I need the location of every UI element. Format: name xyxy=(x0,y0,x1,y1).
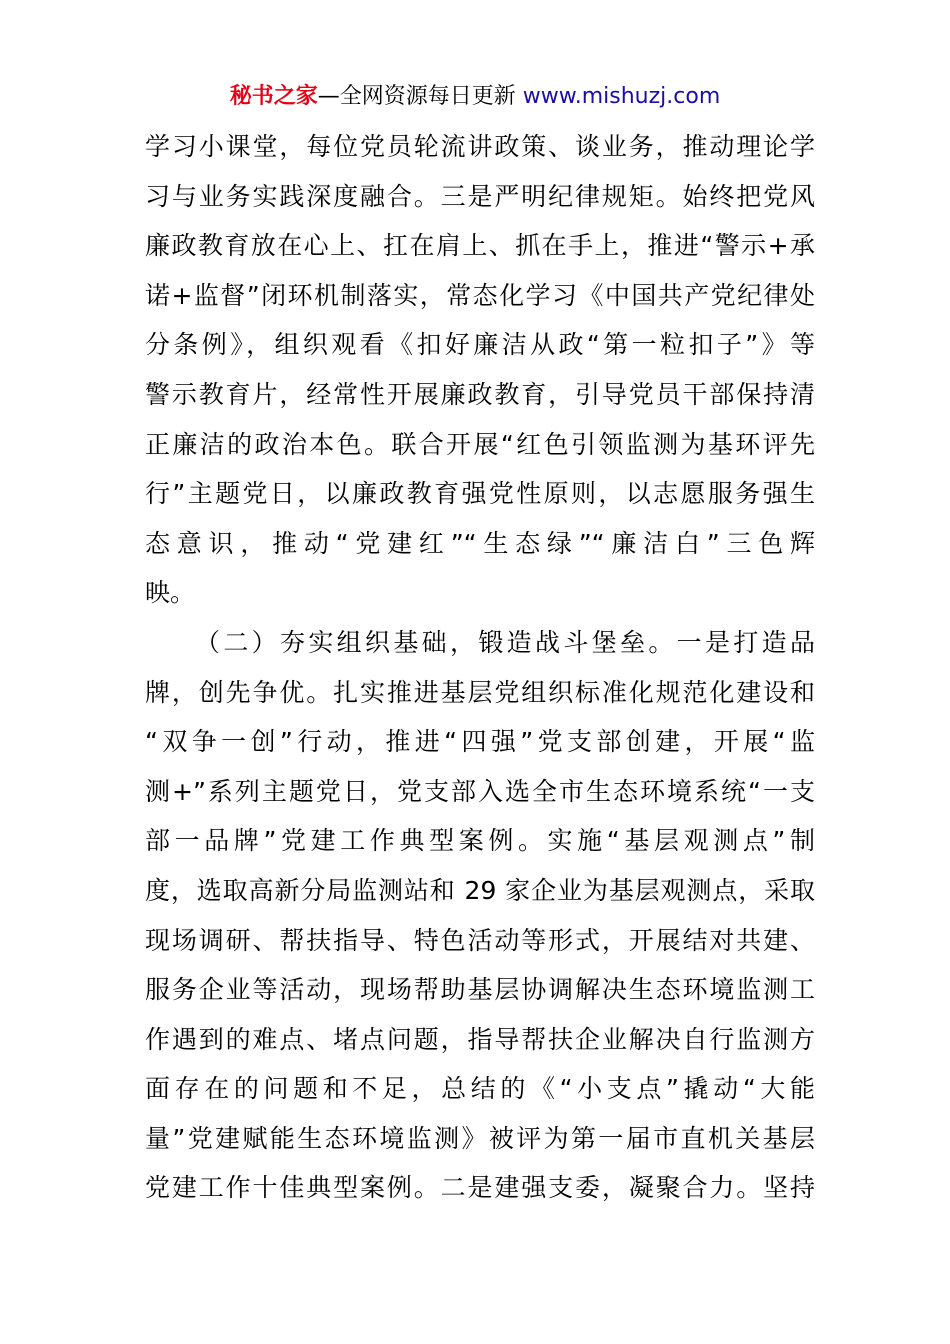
text-line: 测+”系列主题党日，党支部入选全市生态环境系统“一支 xyxy=(145,776,815,806)
text-line: 行”主题党日，以廉政教育强党性原则，以志愿服务强生 xyxy=(145,479,815,509)
text-line: 牌，创先争优。扎实推进基层党组织标准化规范化建设和 xyxy=(145,677,815,707)
text-line: 警示教育片，经常性开展廉政教育，引导党员干部保持清 xyxy=(145,379,815,409)
text-line: 服务企业等活动，现场帮助基层协调解决生态环境监测工 xyxy=(145,975,815,1005)
text-line: 态意识，推动“党建红”“生态绿”“廉洁白”三色辉 xyxy=(145,528,815,558)
text-line: 分条例》，组织观看《扣好廉洁从政“第一粒扣子”》等 xyxy=(145,330,815,360)
text-line: 量”党建赋能生态环境监测》被评为第一届市直机关基层 xyxy=(145,1123,815,1153)
text-line: 现场调研、帮扶指导、特色活动等形式，开展结对共建、 xyxy=(145,925,815,955)
text-line: 面存在的问题和不足，总结的《“小支点”撬动“大能 xyxy=(145,1074,815,1104)
text-line: 习与业务实践深度融合。三是严明纪律规矩。始终把党风 xyxy=(145,181,815,211)
text-line: 诺+监督”闭环机制落实，常态化学习《中国共产党纪律处 xyxy=(145,280,815,310)
site-brand: 秘书之家 xyxy=(229,84,318,109)
text-line: 党建工作十佳典型案例。二是建强支委，凝聚合力。坚持 xyxy=(145,1173,815,1203)
text-line: 学习小课堂，每位党员轮流讲政策、谈业务，推动理论学 xyxy=(145,132,815,161)
text-line: 映。 xyxy=(145,578,196,608)
site-header xyxy=(0,80,950,114)
text-line: “双争一创”行动，推进“四强”党支部创建，开展“监 xyxy=(145,727,815,757)
section-heading-line: （二）夯实组织基础，锻造战斗堡垒。一是打造品 xyxy=(195,627,815,657)
text-line: 作遇到的难点、堵点问题，指导帮扶企业解决自行监测方 xyxy=(145,1024,815,1054)
text-line: 部一品牌”党建工作典型案例。实施“基层观测点”制 xyxy=(145,826,815,856)
document-body xyxy=(145,122,815,1213)
text-line: 廉政教育放在心上、扛在肩上、抓在手上，推进“警示+承 xyxy=(145,231,815,261)
text-line: 正廉洁的政治本色。联合开展“红色引领监测为基环评先 xyxy=(145,429,815,459)
site-url-link[interactable]: www.mishuzj.com xyxy=(522,84,721,109)
text-line: 度，选取高新分局监测站和 29 家企业为基层观测点，采取 xyxy=(145,875,815,905)
header-dash: — xyxy=(317,84,340,109)
header-tagline: 全网资源每日更新 xyxy=(339,84,523,109)
